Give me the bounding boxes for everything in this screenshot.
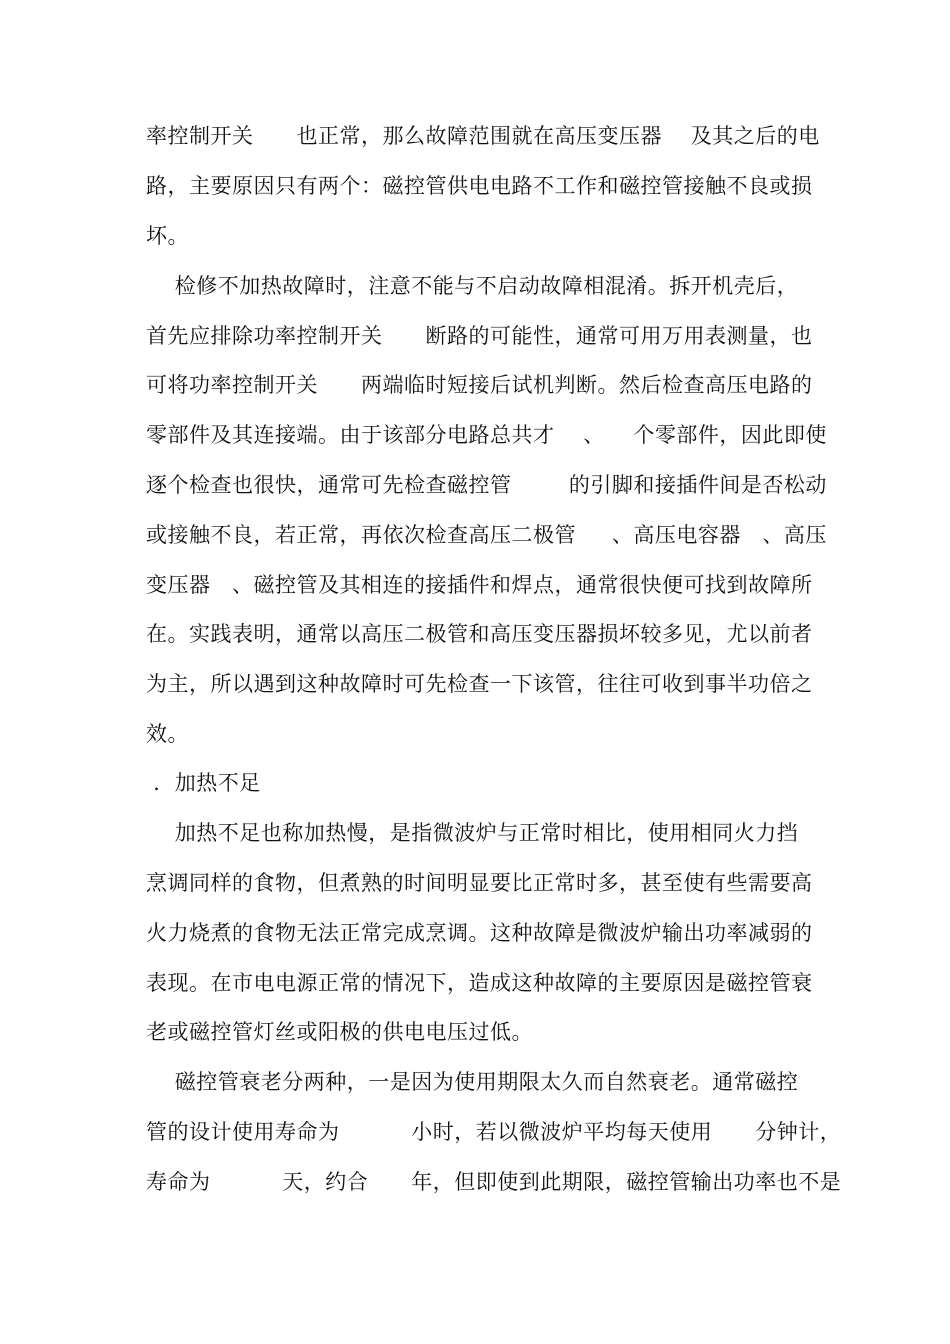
text-line: 在。实践表明，通常以高压二极管和高压变压器损坏较多见，尤以前者	[146, 622, 813, 646]
text-line: 逐个检查也很快，通常可先检查磁控管 的引脚和接插件间是否松动	[146, 473, 827, 497]
text-line: 加热不足也称加热慢，是指微波炉与正常时相比，使用相同火力挡	[146, 821, 799, 845]
text-line: 零部件及其连接端。由于该部分电路总共才 、 个零部件，因此即使	[146, 423, 827, 447]
text-line: 寿命为 天，约合 年，但即使到此期限，磁控管输出功率也不是	[146, 1170, 842, 1194]
text-line: 效。	[146, 722, 189, 746]
text-line: 火力烧煮的食物无法正常完成烹调。这种故障是微波炉输出功率减弱的	[146, 921, 813, 945]
text-line: 为主，所以遇到这种故障时可先检查一下该管，往往可收到事半功倍之	[146, 672, 813, 696]
text-line: 检修不加热故障时，注意不能与不启动故障相混淆。拆开机壳后，	[146, 274, 799, 298]
text-line: 路，主要原因只有两个：磁控管供电电路不工作和磁控管接触不良或损	[146, 174, 813, 198]
text-line: 磁控管衰老分两种，一是因为使用期限太久而自然衰老。通常磁控	[146, 1070, 799, 1094]
text-line: 表现。在市电电源正常的情况下，造成这种故障的主要原因是磁控管衰	[146, 971, 813, 995]
text-line: 管的设计使用寿命为 小时，若以微波炉平均每天使用 分钟计，	[146, 1120, 842, 1144]
text-line: 率控制开关 也正常，那么故障范围就在高压变压器 及其之后的电	[146, 124, 820, 148]
text-line: 老或磁控管灯丝或阳极的供电电压过低。	[146, 1020, 533, 1044]
text-line: 变压器 、磁控管及其相连的接插件和焊点，通常很快便可找到故障所	[146, 573, 813, 597]
section-heading: . 加热不足	[146, 771, 261, 795]
text-line: 烹调同样的食物，但煮熟的时间明显要比正常时多，甚至使有些需要高	[146, 871, 813, 895]
text-line: 或接触不良，若正常，再依次检查高压二极管 、高压电容器 、高压	[146, 523, 827, 547]
text-line: 坏。	[146, 224, 189, 248]
text-line: 可将功率控制开关 两端临时短接后试机判断。然后检查高压电路的	[146, 373, 813, 397]
text-line: 首先应排除功率控制开关 断路的可能性，通常可用万用表测量，也	[146, 324, 813, 348]
